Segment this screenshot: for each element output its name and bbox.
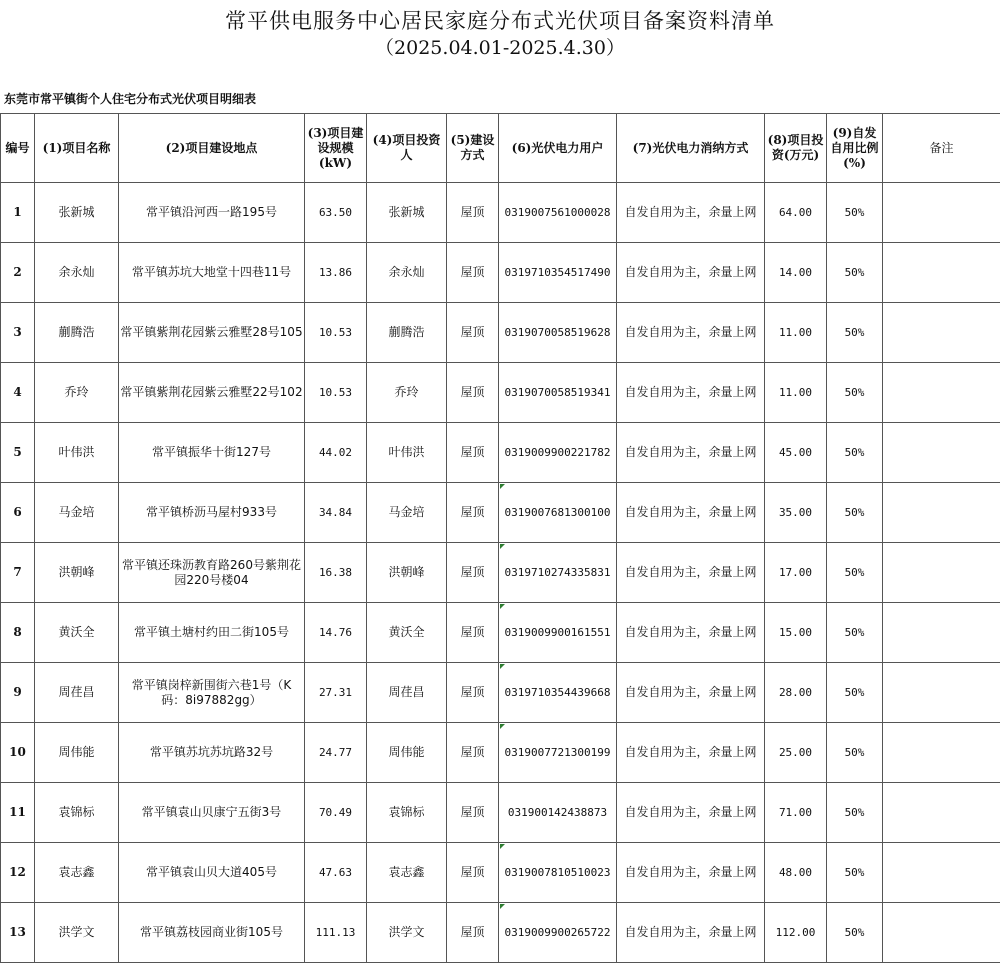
cell-investment: 14.00 bbox=[765, 243, 827, 303]
cell-scale: 27.31 bbox=[305, 663, 367, 723]
cell-comment-marker bbox=[500, 724, 505, 729]
cell-comment-marker bbox=[500, 544, 505, 549]
cell-no: 10 bbox=[1, 723, 35, 783]
cell-location: 常平镇紫荆花园紫云雅墅28号105 bbox=[119, 303, 305, 363]
cell-method: 屋顶 bbox=[447, 603, 499, 663]
cell-self-use: 50% bbox=[827, 483, 883, 543]
cell-consumption: 自发自用为主，余量上网 bbox=[617, 303, 765, 363]
cell-location: 常平镇苏坑大地堂十四巷11号 bbox=[119, 243, 305, 303]
cell-no: 7 bbox=[1, 543, 35, 603]
cell-power-user bbox=[499, 183, 617, 243]
power-user-id: 0319007721300199 bbox=[504, 746, 611, 759]
cell-note bbox=[883, 243, 1000, 303]
cell-investment: 112.00 bbox=[765, 903, 827, 963]
cell-power-user bbox=[499, 903, 617, 963]
cell-investment: 11.00 bbox=[765, 303, 827, 363]
cell-investor: 洪学文 bbox=[367, 903, 447, 963]
cell-project-name: 洪学文 bbox=[35, 903, 119, 963]
cell-scale: 14.76 bbox=[305, 603, 367, 663]
cell-self-use: 50% bbox=[827, 843, 883, 903]
cell-no: 2 bbox=[1, 243, 35, 303]
cell-project-name: 余永灿 bbox=[35, 243, 119, 303]
header-power-user: (6)光伏电力用户 bbox=[499, 114, 617, 183]
cell-power-user bbox=[499, 423, 617, 483]
cell-no: 8 bbox=[1, 603, 35, 663]
cell-power-user bbox=[499, 603, 617, 663]
cell-no: 12 bbox=[1, 843, 35, 903]
table-header-row bbox=[1, 114, 1000, 183]
cell-project-name: 袁志鑫 bbox=[35, 843, 119, 903]
cell-method: 屋顶 bbox=[447, 243, 499, 303]
cell-investor: 马金培 bbox=[367, 483, 447, 543]
cell-project-name: 马金培 bbox=[35, 483, 119, 543]
cell-note bbox=[883, 183, 1000, 243]
cell-no: 11 bbox=[1, 783, 35, 843]
cell-scale: 13.86 bbox=[305, 243, 367, 303]
cell-method: 屋顶 bbox=[447, 723, 499, 783]
header-self-use: (9)自发自用比例(%) bbox=[827, 114, 883, 183]
cell-investment: 45.00 bbox=[765, 423, 827, 483]
cell-investment: 71.00 bbox=[765, 783, 827, 843]
cell-consumption: 自发自用为主，余量上网 bbox=[617, 783, 765, 843]
cell-investment: 11.00 bbox=[765, 363, 827, 423]
power-user-id: 031900142438873 bbox=[507, 806, 608, 819]
cell-scale: 24.77 bbox=[305, 723, 367, 783]
cell-scale: 10.53 bbox=[305, 303, 367, 363]
cell-consumption: 自发自用为主，余量上网 bbox=[617, 423, 765, 483]
cell-power-user bbox=[499, 303, 617, 363]
cell-method: 屋顶 bbox=[447, 543, 499, 603]
table-row bbox=[1, 243, 1000, 303]
cell-investor: 张新城 bbox=[367, 183, 447, 243]
cell-no: 1 bbox=[1, 183, 35, 243]
cell-project-name: 周荏昌 bbox=[35, 663, 119, 723]
cell-method: 屋顶 bbox=[447, 483, 499, 543]
power-user-id: 0319007681300100 bbox=[504, 506, 611, 519]
cell-investment: 35.00 bbox=[765, 483, 827, 543]
cell-comment-marker bbox=[500, 604, 505, 609]
cell-investor: 袁锦标 bbox=[367, 783, 447, 843]
cell-consumption: 自发自用为主，余量上网 bbox=[617, 663, 765, 723]
cell-method: 屋顶 bbox=[447, 843, 499, 903]
header-no: 编号 bbox=[1, 114, 35, 183]
table-row bbox=[1, 483, 1000, 543]
cell-investor: 周伟能 bbox=[367, 723, 447, 783]
power-user-id: 0319710354439668 bbox=[504, 686, 611, 699]
cell-no: 6 bbox=[1, 483, 35, 543]
cell-comment-marker bbox=[500, 844, 505, 849]
cell-investor: 叶伟洪 bbox=[367, 423, 447, 483]
cell-self-use: 50% bbox=[827, 663, 883, 723]
cell-method: 屋顶 bbox=[447, 303, 499, 363]
cell-scale: 44.02 bbox=[305, 423, 367, 483]
cell-scale: 10.53 bbox=[305, 363, 367, 423]
cell-investor: 洪朝峰 bbox=[367, 543, 447, 603]
cell-investor: 余永灿 bbox=[367, 243, 447, 303]
cell-self-use: 50% bbox=[827, 783, 883, 843]
cell-project-name: 袁锦标 bbox=[35, 783, 119, 843]
cell-power-user bbox=[499, 843, 617, 903]
cell-note bbox=[883, 723, 1000, 783]
cell-location: 常平镇岗梓新围街六巷1号（K码：8i97882gg） bbox=[119, 663, 305, 723]
cell-no: 9 bbox=[1, 663, 35, 723]
cell-project-name: 叶伟洪 bbox=[35, 423, 119, 483]
cell-note bbox=[883, 423, 1000, 483]
cell-power-user bbox=[499, 483, 617, 543]
cell-investor: 蒯腾浩 bbox=[367, 303, 447, 363]
cell-note bbox=[883, 363, 1000, 423]
cell-project-name: 洪朝峰 bbox=[35, 543, 119, 603]
table-row bbox=[1, 843, 1000, 903]
cell-consumption: 自发自用为主，余量上网 bbox=[617, 603, 765, 663]
cell-note bbox=[883, 303, 1000, 363]
cell-self-use: 50% bbox=[827, 603, 883, 663]
header-scale: (3)项目建设规模(kW) bbox=[305, 114, 367, 183]
cell-consumption: 自发自用为主，余量上网 bbox=[617, 183, 765, 243]
power-user-id: 0319009900221782 bbox=[504, 446, 611, 459]
power-user-id: 0319070058519341 bbox=[504, 386, 611, 399]
cell-project-name: 蒯腾浩 bbox=[35, 303, 119, 363]
cell-project-name: 张新城 bbox=[35, 183, 119, 243]
cell-project-name: 周伟能 bbox=[35, 723, 119, 783]
table-row bbox=[1, 303, 1000, 363]
table-row bbox=[1, 543, 1000, 603]
cell-self-use: 50% bbox=[827, 363, 883, 423]
cell-self-use: 50% bbox=[827, 903, 883, 963]
cell-location: 常平镇还珠沥教育路260号紫荆花园220号楼04 bbox=[119, 543, 305, 603]
cell-project-name: 乔玲 bbox=[35, 363, 119, 423]
table-row bbox=[1, 903, 1000, 963]
sheet-name: 东莞市常平镇街个人住宅分布式光伏项目明细表 bbox=[4, 92, 257, 106]
cell-location: 常平镇袁山贝康宁五街3号 bbox=[119, 783, 305, 843]
cell-investment: 64.00 bbox=[765, 183, 827, 243]
cell-scale: 63.50 bbox=[305, 183, 367, 243]
cell-power-user bbox=[499, 783, 617, 843]
cell-self-use: 50% bbox=[827, 423, 883, 483]
cell-scale: 70.49 bbox=[305, 783, 367, 843]
cell-method: 屋顶 bbox=[447, 903, 499, 963]
power-user-id: 0319710354517490 bbox=[504, 266, 611, 279]
cell-method: 屋顶 bbox=[447, 783, 499, 843]
cell-investor: 黄沃全 bbox=[367, 603, 447, 663]
cell-investment: 17.00 bbox=[765, 543, 827, 603]
cell-power-user bbox=[499, 723, 617, 783]
document-title: 常平供电服务中心居民家庭分布式光伏项目备案资料清单 bbox=[225, 9, 775, 33]
cell-consumption: 自发自用为主，余量上网 bbox=[617, 723, 765, 783]
cell-method: 屋顶 bbox=[447, 183, 499, 243]
cell-location: 常平镇沿河西一路195号 bbox=[119, 183, 305, 243]
cell-note bbox=[883, 603, 1000, 663]
cell-location: 常平镇荔枝园商业街105号 bbox=[119, 903, 305, 963]
cell-location: 常平镇土塘村约田二街105号 bbox=[119, 603, 305, 663]
table-row bbox=[1, 423, 1000, 483]
cell-no: 3 bbox=[1, 303, 35, 363]
project-table bbox=[0, 113, 1000, 963]
cell-note bbox=[883, 663, 1000, 723]
cell-investment: 25.00 bbox=[765, 723, 827, 783]
table-row bbox=[1, 663, 1000, 723]
header-project-name: (1)项目名称 bbox=[35, 114, 119, 183]
cell-location: 常平镇紫荆花园紫云雅墅22号102 bbox=[119, 363, 305, 423]
cell-note bbox=[883, 483, 1000, 543]
cell-note bbox=[883, 783, 1000, 843]
header-note: 备注 bbox=[883, 114, 1000, 183]
cell-note bbox=[883, 903, 1000, 963]
cell-consumption: 自发自用为主，余量上网 bbox=[617, 903, 765, 963]
cell-location: 常平镇振华十街127号 bbox=[119, 423, 305, 483]
power-user-id: 0319007561000028 bbox=[504, 206, 611, 219]
cell-investment: 28.00 bbox=[765, 663, 827, 723]
cell-self-use: 50% bbox=[827, 243, 883, 303]
table-row bbox=[1, 603, 1000, 663]
cell-consumption: 自发自用为主，余量上网 bbox=[617, 243, 765, 303]
cell-power-user bbox=[499, 363, 617, 423]
power-user-id: 0319710274335831 bbox=[504, 566, 611, 579]
cell-power-user bbox=[499, 243, 617, 303]
cell-consumption: 自发自用为主，余量上网 bbox=[617, 363, 765, 423]
cell-power-user bbox=[499, 543, 617, 603]
power-user-id: 0319009900161551 bbox=[504, 626, 611, 639]
table-row bbox=[1, 363, 1000, 423]
cell-consumption: 自发自用为主，余量上网 bbox=[617, 543, 765, 603]
cell-no: 13 bbox=[1, 903, 35, 963]
cell-self-use: 50% bbox=[827, 723, 883, 783]
header-method: (5)建设方式 bbox=[447, 114, 499, 183]
cell-power-user bbox=[499, 663, 617, 723]
cell-no: 4 bbox=[1, 363, 35, 423]
cell-comment-marker bbox=[500, 904, 505, 909]
header-consumption: (7)光伏电力消纳方式 bbox=[617, 114, 765, 183]
cell-note bbox=[883, 543, 1000, 603]
cell-scale: 47.63 bbox=[305, 843, 367, 903]
table-row bbox=[1, 783, 1000, 843]
cell-location: 常平镇袁山贝大道405号 bbox=[119, 843, 305, 903]
document-period: （2025.04.01-2025.4.30） bbox=[375, 37, 625, 59]
cell-consumption: 自发自用为主，余量上网 bbox=[617, 843, 765, 903]
cell-investor: 周荏昌 bbox=[367, 663, 447, 723]
power-user-id: 0319009900265722 bbox=[504, 926, 611, 939]
cell-investor: 袁志鑫 bbox=[367, 843, 447, 903]
cell-project-name: 黄沃全 bbox=[35, 603, 119, 663]
cell-location: 常平镇桥沥马屋村933号 bbox=[119, 483, 305, 543]
cell-scale: 16.38 bbox=[305, 543, 367, 603]
cell-self-use: 50% bbox=[827, 303, 883, 363]
cell-comment-marker bbox=[500, 484, 505, 489]
cell-consumption: 自发自用为主，余量上网 bbox=[617, 483, 765, 543]
header-investment: (8)项目投资(万元) bbox=[765, 114, 827, 183]
cell-method: 屋顶 bbox=[447, 423, 499, 483]
cell-self-use: 50% bbox=[827, 183, 883, 243]
cell-investment: 48.00 bbox=[765, 843, 827, 903]
header-location: (2)项目建设地点 bbox=[119, 114, 305, 183]
cell-self-use: 50% bbox=[827, 543, 883, 603]
cell-comment-marker bbox=[500, 664, 505, 669]
cell-scale: 111.13 bbox=[305, 903, 367, 963]
header-investor: (4)项目投资人 bbox=[367, 114, 447, 183]
cell-investor: 乔玲 bbox=[367, 363, 447, 423]
cell-location: 常平镇苏坑苏坑路32号 bbox=[119, 723, 305, 783]
table-row bbox=[1, 723, 1000, 783]
cell-investment: 15.00 bbox=[765, 603, 827, 663]
cell-note bbox=[883, 843, 1000, 903]
power-user-id: 0319007810510023 bbox=[504, 866, 611, 879]
cell-method: 屋顶 bbox=[447, 663, 499, 723]
cell-scale: 34.84 bbox=[305, 483, 367, 543]
power-user-id: 0319070058519628 bbox=[504, 326, 611, 339]
table-row bbox=[1, 183, 1000, 243]
cell-no: 5 bbox=[1, 423, 35, 483]
cell-method: 屋顶 bbox=[447, 363, 499, 423]
